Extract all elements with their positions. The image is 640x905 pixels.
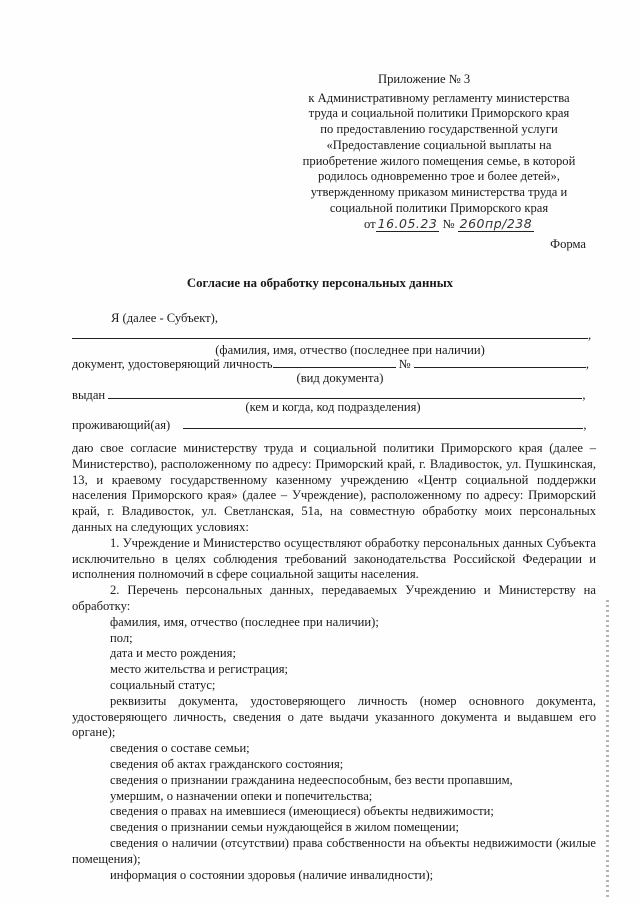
order-date-handwritten: 16.05.23 (377, 216, 438, 232)
header-line: «Предоставление социальной выплаты на (326, 137, 552, 152)
issued-caption: (кем и когда, код подразделения) (245, 400, 421, 414)
order-prefix: от (364, 217, 376, 232)
list-item: сведения о признании семьи нуждающейся в жилом помещении; (110, 820, 460, 835)
header-line: труда и социальной политики Приморского края (308, 106, 570, 121)
header-line: утвержденному приказом министерства труда и (310, 184, 568, 199)
order-number-handwritten: 260пр/238 (459, 216, 533, 232)
fio-caption: (фамилия, имя, отчество (последнее при наличии) (215, 343, 485, 357)
comma: , (585, 357, 590, 371)
list-item: сведения об актах гражданского состояния; (110, 756, 344, 771)
appendix-header (292, 72, 586, 233)
document-title: Согласие на обработку персональных данных (186, 276, 454, 290)
form-label: Форма (550, 237, 586, 251)
document-number-blank[interactable] (414, 356, 586, 368)
clause-1: 1. Учреждение и Министерство осуществляют обработку персональных данных Субъекта исключительно в целях соблюдения требований законодательства Российской Федерации и исполнения полномочий в сфере социальной защиты населения. (72, 535, 596, 582)
header-line: социальной политики Приморского края (329, 200, 549, 215)
appendix-title: Приложение № 3 (378, 72, 471, 86)
header-line: к Административному регламенту министерства (308, 90, 570, 105)
list-item: сведения о составе семьи; (110, 741, 250, 756)
residing-blank-line[interactable] (183, 417, 583, 429)
consent-paragraph: даю свое согласие министерству труда и социальной политики Приморского края (далее – Министерство), расположенному по адресу: Приморский край, г. Владивосток, ул. Пушкинская, 13, и краевому государственному казенному учреждению «Центр социальной поддержки населения Приморского края» (далее – Учреждение), расположенному по адресу: Приморский край, г. Владивосток, ул. Светланская, 51а, на совместную обработку моих персональных данных на следующих условиях: (72, 441, 596, 534)
document-type-caption: (вид документа) (296, 371, 384, 385)
issued-blank-line[interactable] (108, 387, 582, 399)
list-item: сведения о наличии (отсутствии) права собственности на объекты недвижимости (жилые помещения); (72, 835, 596, 866)
comma: , (588, 328, 592, 342)
consent-body (72, 441, 596, 883)
document-label: документ, удостоверяющий личность (72, 357, 273, 371)
issued-label: выдан (72, 388, 106, 402)
fio-blank-line[interactable] (72, 327, 588, 339)
residing-field-row (72, 417, 596, 434)
residing-label: проживающий(ая) (72, 418, 171, 432)
order-reference (292, 216, 586, 233)
list-item: реквизиты документа, удостоверяющего личность (номер основного документа, удостоверяющего личность, сведения о дате выдачи указанного документа и выдавшем его органе); (72, 693, 596, 740)
list-item: дата и место рождения; (110, 646, 236, 661)
number-sign: № (398, 357, 411, 371)
list-item: социальный статус; (110, 677, 216, 692)
list-item: сведения о признании гражданина недееспособным, без вести пропавшим, (110, 772, 513, 787)
list-item: фамилия, имя, отчество (последнее при наличии); (110, 614, 379, 629)
list-item: сведения о правах на имевшиеся (имеющиеся) объекты недвижимости; (110, 804, 494, 819)
order-number-sign: № (442, 217, 455, 232)
list-item: пол; (110, 630, 133, 645)
list-item: информация о состоянии здоровья (наличие инвалидности); (110, 867, 434, 882)
scan-edge-marks (606, 600, 609, 900)
fio-field-row (72, 327, 596, 344)
subject-intro: Я (далее - Субъект), (111, 311, 219, 325)
comma: , (583, 418, 587, 432)
list-item: умершим, о назначении опеки и попечительства; (110, 788, 373, 803)
header-line: приобретение жилого помещения семье, в которой (302, 153, 576, 168)
header-line: по предоставлению государственной услуги (320, 122, 558, 137)
header-line: родилось одновременно трое и более детей», (318, 169, 560, 184)
clause-2: 2. Перечень персональных данных, передаваемых Учреждению и Министерству на обработку: (72, 583, 596, 613)
list-item: место жительства и регистрация; (110, 662, 289, 677)
comma: , (582, 388, 586, 402)
document-type-blank[interactable] (273, 356, 396, 368)
